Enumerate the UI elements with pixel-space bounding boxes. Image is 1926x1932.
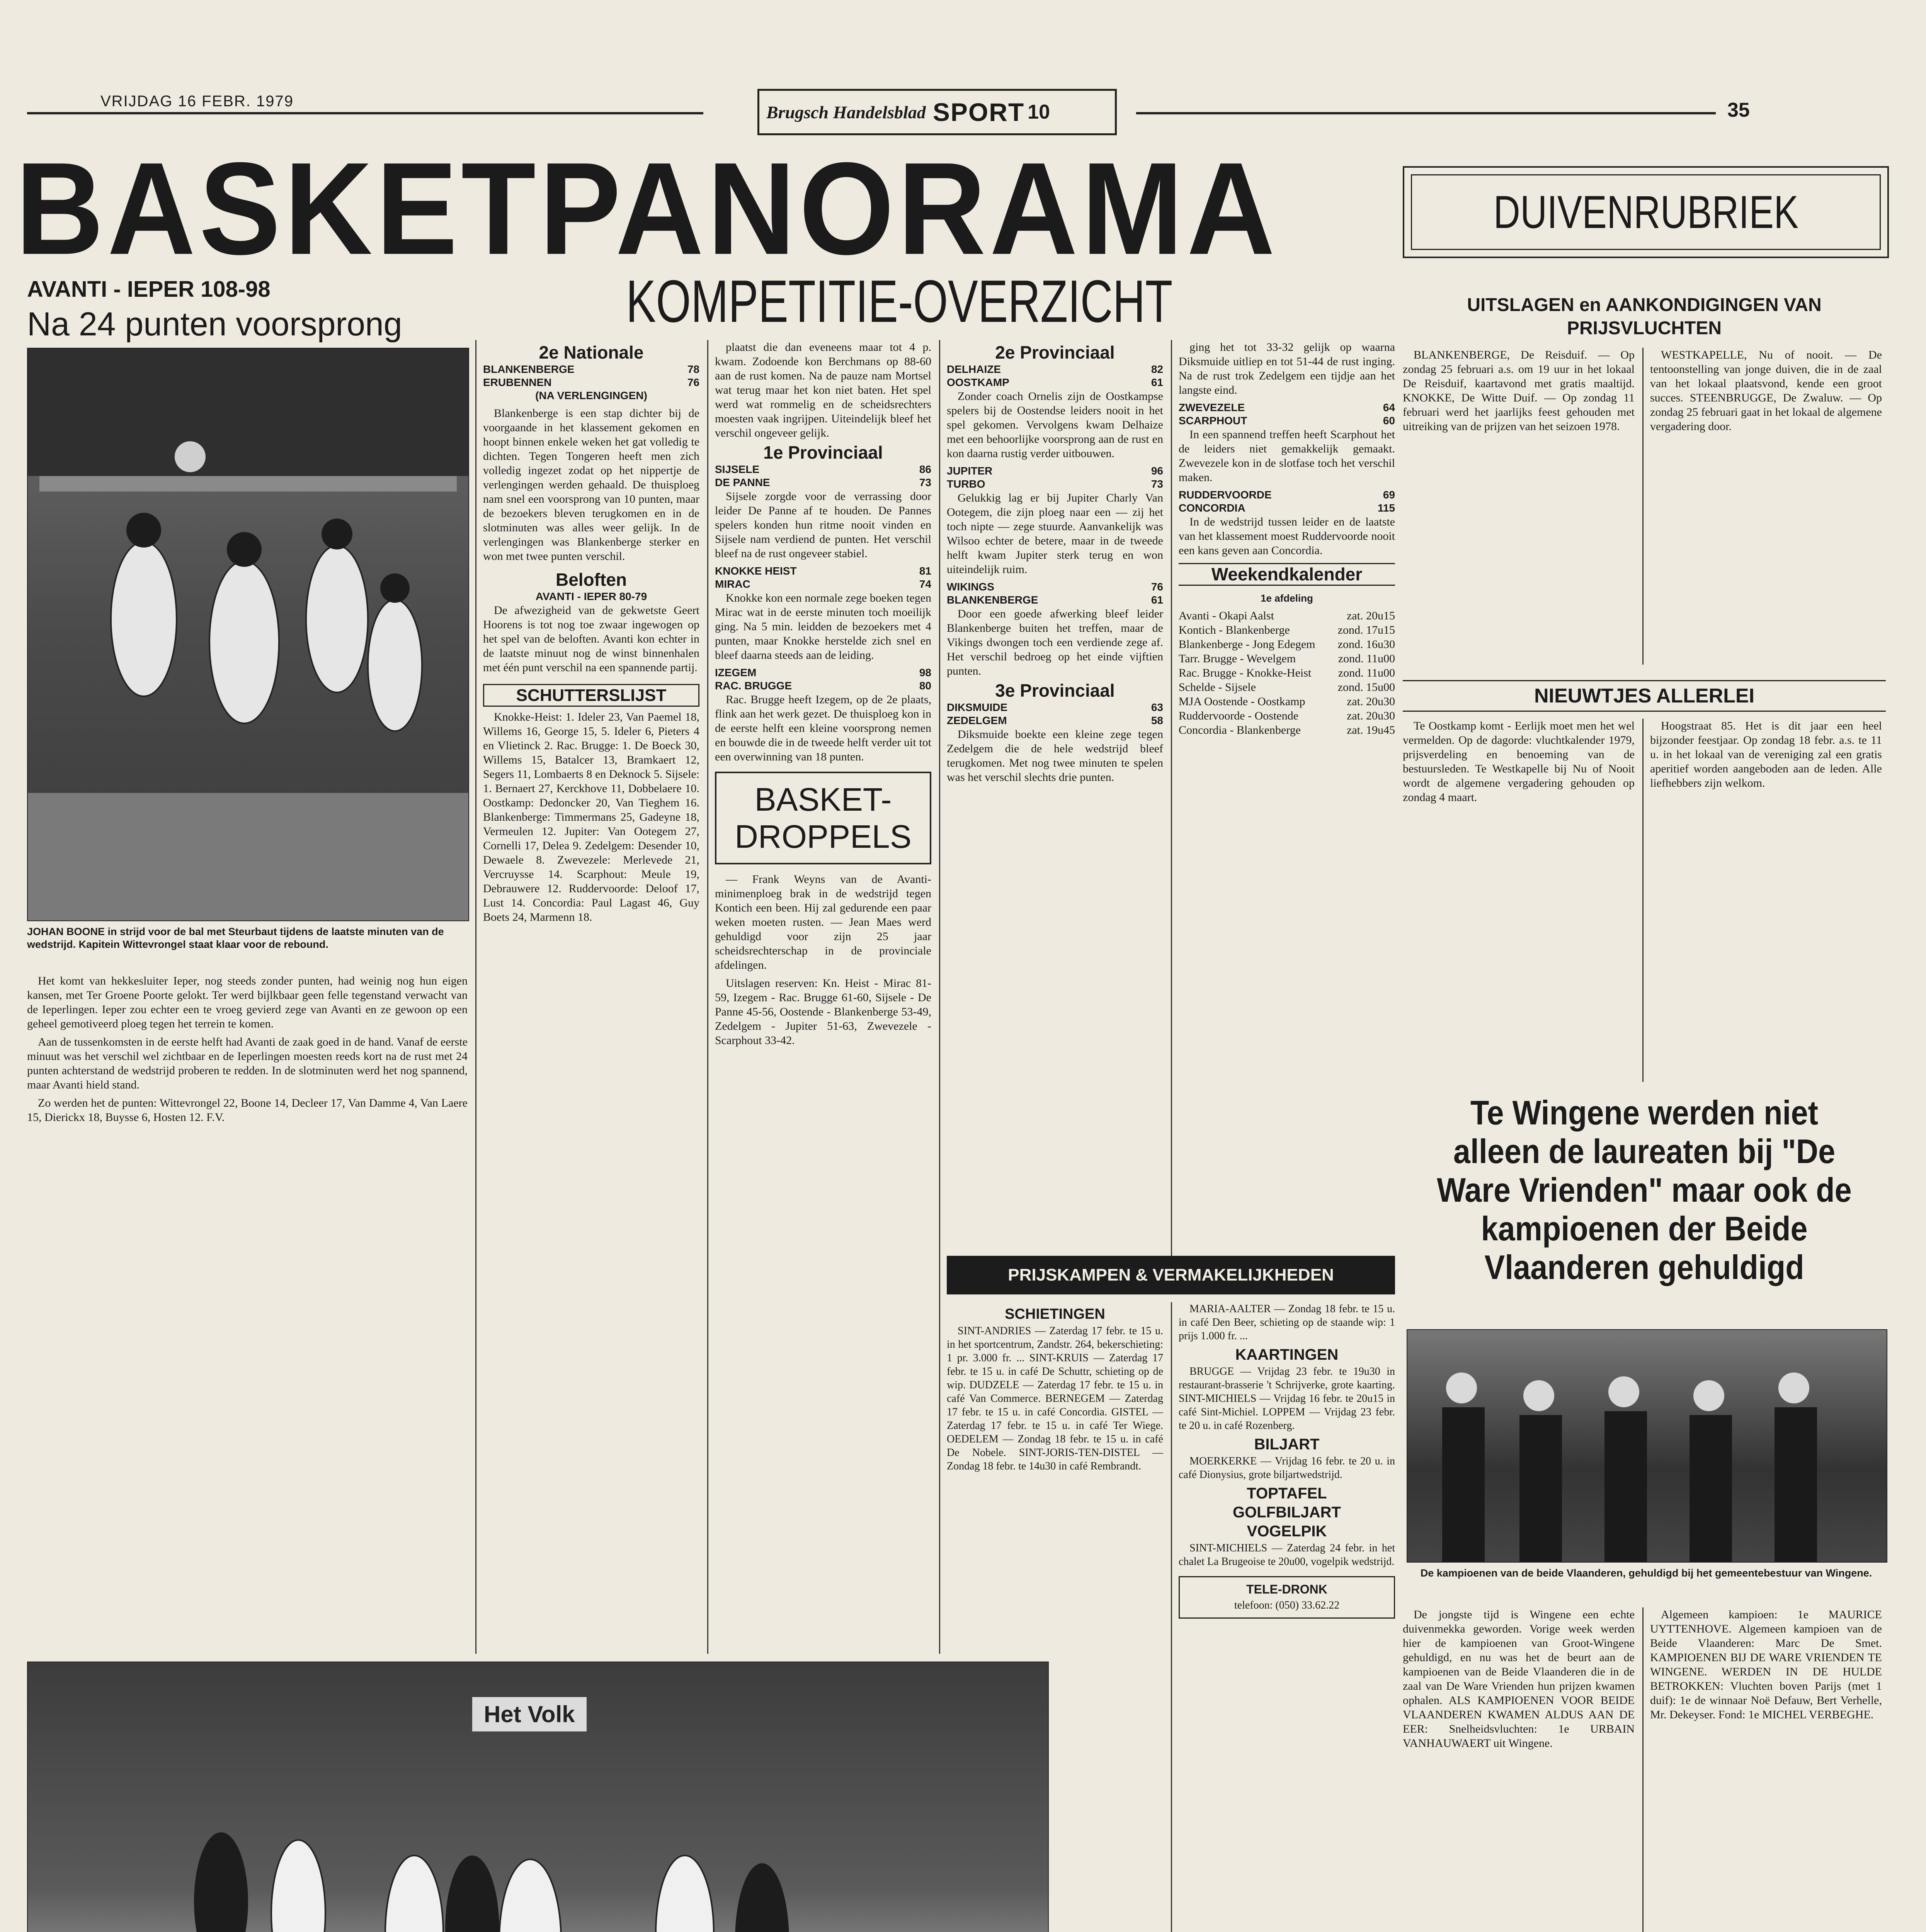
weekend-match: Rac. Brugge - Knokke-Heist: [1179, 667, 1312, 679]
prov1-text: Sijsele zorgde voor de verrassing door leider De Panne af te houden. De Pannes spelers konden hun ritme nooit vinden en Sijsele nam verdiend de punten. Het verschil bleef na de rust ongeveer stabiel.: [715, 490, 931, 560]
nat2-score-3: [483, 389, 699, 402]
prijskampen-right: [1179, 1302, 1395, 1932]
duiven-left-text: BLANKENBERGE, De Reisduif. — Op zondag 25 februari a.s. om 19 uur in het lokaal De Reisduif, kaartavond met gratis maaltijd. KNOKKE, De Witte Duif. — Op zondag 11 februari werd het jaarlijks feest gehouden met uitreiking van de prijzen van het seizoen 1978.: [1403, 349, 1635, 433]
column-rule-6: [1642, 348, 1644, 665]
weekend-match: Kontich - Blankenberge: [1179, 624, 1290, 636]
nieuwtjes-title: NIEUWTJES ALLERLEI: [1403, 680, 1886, 712]
jupiter-score-1: [947, 464, 1163, 478]
prov2-team-1: DELHAIZE: [947, 363, 1001, 375]
prov3-points-2: 58: [1151, 714, 1163, 726]
biljart-text: MOERKERKE — Vrijdag 16 febr. te 20 u. in café Dionysius, grote biljartwedstrijd.: [1179, 1455, 1395, 1481]
prov1-score-2: [715, 476, 931, 489]
photo-2-illustration: [28, 1662, 1048, 1932]
nieuwtjes-right-text: Hoogstraat 85. Het is dit jaar een heel bijzonder feestjaar. Op zondag 18 febr. a.s. te 11 u. in het lokaal van de vereniging zal een gratis aperitief worden aangeboden aan de leden. Alle liefhebbers zijn welkom.: [1650, 719, 1882, 789]
rudder-points-1: 69: [1383, 489, 1395, 501]
column-rule-2: [707, 340, 708, 1654]
knokke-score-2: [715, 578, 931, 591]
column-rule-7: [1642, 719, 1644, 1082]
jupiter-team-1: JUPITER: [947, 465, 993, 477]
prijskampen-banner: PRIJSKAMPEN & VERMAKELIJKHEDEN: [947, 1256, 1395, 1294]
section-page: 10: [1028, 101, 1050, 123]
wikings-points-1: 76: [1151, 581, 1163, 593]
weekend-time: zond. 16u30: [1337, 638, 1395, 651]
paper-name: Brugsch Handelsblad: [766, 102, 926, 122]
weekend-time: zond. 17u15: [1337, 624, 1395, 636]
vogelpik-text: SINT-MICHIELS — Zaterdag 24 febr. in het chalet La Brugeoise te 20u00, vogelpik wedstrijd.: [1179, 1542, 1395, 1568]
prov1-title: 1e Provinciaal: [763, 442, 883, 463]
knokke-points-2: 74: [919, 578, 931, 590]
weekend-row: [1179, 680, 1395, 694]
prov2-points-2: 61: [1151, 376, 1163, 388]
wikings-score-1: [947, 580, 1163, 594]
pigeon-photo-1: [1407, 1329, 1887, 1563]
prov2-text: Zonder coach Ornelis zijn de Oostkampse spelers bij de Oostendse leiders nooit in het spel gekomen. Vervolgens kwam Delhaize met een behoorlijke voorsprong aan de rust en kon daarna rustig verder uitbouwen.: [947, 390, 1163, 460]
weekend-row: [1179, 723, 1395, 737]
droppels-text: — Frank Weyns van de Avanti-minimenploeg brak in de wedstrijd tegen Kontich een been. Hij zal gedurende een paar weken moeten rusten. — Jean Maes werd gehuldigd voor zijn 25 jaar scheidsrechterschap in de provinciale afdelingen.: [715, 873, 931, 971]
schieting-title: SCHIETINGEN: [1005, 1306, 1105, 1322]
rudder-text: In de wedstrijd tussen leider en de laatste van het klassement moest Ruddervoorde nooit een kans geven aan Concordia.: [1179, 515, 1395, 557]
jupiter-text: Gelukkig lag er bij Jupiter Charly Van Ootegem, die zijn ploeg naar een — zij het toch nipte — zege stuurde. Aanvankelijk was Wilsoo echter de betere, maar in de tweede helft kwam Jupiter sterk terug en won uiteindelijk ruim.: [947, 492, 1163, 576]
basketball-photo-1: [27, 348, 469, 921]
lead-article: [27, 974, 468, 1646]
rudder-team-1: RUDDERVOORDE: [1179, 489, 1272, 501]
schutters-text: Knokke-Heist: 1. Ideler 23, Van Paemel 18, Willems 16, George 15, 5. Ideler 6, Pieters 4 en Vlietinck 2. Rac. Brugge: 1. De Boeck 30, Willems 15, Batalcer 13, Bramkaert 12, Segers 11, Lombaerts 8 en Deknock 5. Sijsele: 1. Bernaert 27, Kerckhove 11, Dobbelaere 10. Oostkamp: Dedoncker 20, Van Tieghem 16. Blankenberge: Timmermans 25, Gadeyne 18, Vermeulen 12. Jupiter: Van Ootegem 27, Cornelli 17, Delea 9. Zedelgem: Desender 10, Dewaele 8. Zwevezele: Merlevede 21, Vercruysse 14. Scarphout: Meule 19, Debrauwere 12. Ruddervoorde: Deloof 17, Lust 14. Concordia: Paul Lagast 46, Guy Boets 24, Marmenn 18.: [483, 711, 699, 923]
prov1-column: [715, 340, 931, 1654]
column-rule-8: [1642, 1607, 1644, 1932]
weekend-time: zat. 20u15: [1347, 609, 1395, 622]
column-rule-5: [1171, 1302, 1172, 1932]
prov2-right-text: ging het tot 33-32 gelijk op waarna Diksmuide uitliep en tot 51-44 de rust inging. Na de rust trok Zedelgem een tijdje aan het langste eind.: [1179, 341, 1395, 396]
basket-subtitle: KOMPETITIE-OVERZICHT: [626, 268, 1173, 335]
prov3-title: 3e Provinciaal: [995, 680, 1115, 701]
nieuwtjes-left: [1403, 719, 1635, 1082]
vogelpik-title: VOGELPIK: [1247, 1523, 1327, 1540]
nat2-column: [483, 340, 699, 1654]
prov3-points-1: 63: [1151, 701, 1163, 713]
prov2-score-2: [947, 376, 1163, 389]
photo-2-banner: Het Volk: [472, 1697, 587, 1731]
rudder-team-2: CONCORDIA: [1179, 502, 1245, 514]
weekend-time: zond. 15u00: [1337, 681, 1395, 694]
wingene-left: [1403, 1607, 1635, 1932]
prijskampen-left: [947, 1302, 1163, 1932]
weekend-row: [1179, 609, 1395, 623]
schieting-text: SINT-ANDRIES — Zaterdag 17 febr. te 15 u. in het sportcentrum, Zandstr. 264, bekerschieting: 1 pr. 3.000 fr. ... SINT-KRUIS — Zaterdag 17 febr. te 15 u. in café De Schuttr, schieting op de wip. DUDZELE — Zaterdag 17 febr. te 15 u. in café Van Commerce. BERNEGEM — Zaterdag 17 febr. te 15 u. in café Concordia. GISTEL — Zaterdag 17 febr. te 15 u. in café Ter Wiege. OEDELEM — Zondag 18 febr. te 15 u. in café De Nobele. SINT-JORIS-TEN-DISTEL — Zondag 18 febr. te 14u30 in café Rembrandt.: [947, 1325, 1163, 1472]
teledronk-phone: telefoon: (050) 33.62.22: [1234, 1599, 1340, 1611]
zwevezele-score-1: [1179, 401, 1395, 414]
zwevezele-team-1: ZWEVEZELE: [1179, 401, 1245, 413]
match-result: AVANTI - IEPER 108-98: [27, 277, 271, 302]
photo-3-caption: De kampioenen van de beide Vlaanderen, gehuldigd bij het gemeentebestuur van Wingene.: [1420, 1567, 1872, 1579]
nieuwtjes-right: [1650, 719, 1882, 1082]
mid-text-top: plaatst die dan eveneens maar tot 4 p. kwam. Zodoende kon Berchmans op 88-60 aan de rust komen. Na de pauze nam Mortsel wat terug maar het kon niet baten. Het spel werd wat rommelig en de scheidsrechters moesten vaak ingrijpen. Uiteindelijk bleef het verschil ongeveer gelijk.: [715, 341, 931, 439]
duiven-subtitle: UITSLAGEN en AANKONDIGINGEN VAN PRIJSVLUCHTEN: [1467, 295, 1822, 338]
wikings-points-2: 61: [1151, 594, 1163, 606]
basket-title: BASKETPANORAMA: [15, 135, 1279, 282]
knokke-team-2: MIRAC: [715, 578, 750, 590]
weekend-match: Blankenberge - Jong Edegem: [1179, 638, 1315, 651]
prov2-points-1: 82: [1151, 363, 1163, 375]
weekend-match: Avanti - Okapi Aalst: [1179, 609, 1274, 622]
toptafel-title: TOPTAFEL: [1247, 1485, 1327, 1502]
nat2-text: Blankenberge is een stap dichter bij de voorgaande in het klassement gekomen en hoopt binnen enkele weken het gat volledig te dichten. Tegen Tongeren heeft men zich volledig ingezet zodat op het nippertje de verlengingen werden gehaald. De thuisploeg nam snel een voorsprong van 10 punten, maar de bezoekers bleven terugkomen en in de slotminuten was alles weer gelijk. In de verlengingen was Blankenberge sterker en won met twee punten verschil.: [483, 407, 699, 563]
column-rule-4: [1171, 340, 1172, 1267]
prov1-points-2: 73: [919, 476, 931, 488]
zwevezele-points-2: 60: [1383, 415, 1395, 427]
prov1-team-2: DE PANNE: [715, 476, 770, 488]
prov3-score-1: [947, 701, 1163, 714]
masthead-rule-left: [27, 112, 703, 114]
duiven-right-text: WESTKAPELLE, Nu of nooit. — De tentoonstelling van jonge duiven, die in de zaal van het lokaal plaatsvond, kende een groot succes. STEENBRUGGE, De Zwaluw. — Op zondag 25 februari gaat in het lokaal de algemene vergadering door.: [1650, 349, 1882, 433]
prov1-team-1: SIJSELE: [715, 463, 760, 475]
zwevezele-score-2: [1179, 414, 1395, 427]
weekend-match: Schelde - Sijsele: [1179, 681, 1256, 694]
droppels-title: BASKET- DROPPELS: [715, 772, 931, 864]
prov3-team-2: ZEDELGEM: [947, 714, 1007, 726]
weekend-match: Concordia - Blankenberge: [1179, 724, 1301, 736]
wingene-headline: Te Wingene werden niet alleen de laureaten bij "De Ware Vrienden" maar ook de kampioenen der Beide Vlaanderen gehuldigd: [1437, 1094, 1852, 1286]
izegem-score-2: [715, 679, 931, 692]
nat2-overtime-note: (NA VERLENGINGEN): [535, 389, 647, 401]
kaartingen-text: BRUGGE — Vrijdag 23 febr. te 19u30 in restaurant-brasserie 't Schrijverke, grote kaarting. SINT-MICHIELS — Vrijdag 16 febr. te 20u15 in café Sint-Michiel. LOPPEM — Vrijdag 23 febr. te 20 u. in café Rozenberg.: [1179, 1366, 1395, 1432]
izegem-team-2: RAC. BRUGGE: [715, 680, 792, 692]
weekend-time: zat. 19u45: [1347, 724, 1395, 736]
lead-paragraph-1: Het komt van hekkesluiter Ieper, nog steeds zonder punten, had weinig nog hun eigen kansen, met Ter Groene Poorte gelokt. Ter werd bijlkbaar geen felle tegenstand verwacht van de Ieperlingen. Ieper zou echter een te vroeg gevierd zege van Avanti en ze gewoon op een geheel gemotiveerd ploeg tegen het terrein te komen.: [27, 975, 468, 1030]
schutters-title: SCHUTTERSLIJST: [483, 684, 699, 707]
jupiter-score-2: [947, 478, 1163, 491]
nieuwtjes-left-text: Te Oostkamp komt - Eerlijk moet men het wel vermelden. Op de dagorde: vluchtkalender 1979, prijsverdeling en benoeming van de bestuursleden. Te Westkapelle bij Nu of Nooit wordt de algemene vergadering gehouden op zondag 4 maart.: [1403, 719, 1635, 804]
duiven-title: DUIVENRUBRIEK: [1493, 186, 1798, 238]
uitslagen-text: Uitslagen reserven: Kn. Heist - Mirac 81-59, Izegem - Rac. Brugge 61-60, Sijsele - De Panne 45-56, Oostende - Blankenberge 53-49, Zedelgem - Jupiter 51-63, Zwevezele - Scarphout 33-42.: [715, 977, 931, 1047]
prov2-score-1: [947, 363, 1163, 376]
jupiter-points-1: 96: [1151, 465, 1163, 477]
prov3-text: Diksmuide boekte een kleine zege tegen Zedelgem die de hele wedstrijd bleef terugkomen. Met nog twee minuten te spelen was het verschil slechts drie punten.: [947, 728, 1163, 784]
weekend-time: zat. 20u30: [1347, 709, 1395, 722]
weekend-row: [1179, 651, 1395, 666]
weekend-row: [1179, 666, 1395, 680]
weekend-subtitle: 1e afdeling: [1261, 592, 1313, 604]
weekend-row: [1179, 694, 1395, 709]
wingene-right: [1650, 1607, 1882, 1932]
zwevezele-points-1: 64: [1383, 401, 1395, 413]
column-rule-3: [939, 340, 940, 1654]
zwevezele-team-2: SCARPHOUT: [1179, 415, 1247, 427]
knokke-points-1: 81: [919, 565, 931, 577]
jupiter-team-2: TURBO: [947, 478, 985, 490]
masthead-rule-right: [1136, 112, 1716, 114]
issue-date: VRIJDAG 16 FEBR. 1979: [100, 93, 294, 110]
weekend-match: Tarr. Brugge - Wevelgem: [1179, 652, 1296, 665]
weekend-time: zond. 11u00: [1338, 652, 1395, 665]
golfbiljart-title: GOLFBILJART: [1233, 1504, 1341, 1521]
beloften-score: AVANTI - IEPER 80-79: [535, 590, 647, 602]
prov2-right-column: [1179, 340, 1395, 1267]
prov3-score-2: [947, 714, 1163, 727]
page-number: 35: [1727, 99, 1750, 121]
jupiter-points-2: 73: [1151, 478, 1163, 490]
wikings-text: Door een goede afwerking bleef leider Blankenberge buiten het treffen, maar de Vikings dwongen toch een verdiende zege af. Het verschil bedroeg op het einde vijftien punten.: [947, 607, 1163, 677]
prov1-score-1: [715, 463, 931, 476]
wikings-team-2: BLANKENBERGE: [947, 594, 1038, 606]
prov1-points-1: 86: [919, 463, 931, 475]
lead-paragraph-3: Zo werden het de punten: Wittevrongel 22, Boone 14, Decleer 17, Van Damme 4, Van Laere 15, Dierickx 18, Buysse 6, Hosten 12. F.V.: [27, 1097, 468, 1124]
prov2-team-2: OOSTKAMP: [947, 376, 1009, 388]
izegem-points-1: 98: [919, 667, 931, 679]
nat2-team-1: BLANKENBERGE: [483, 363, 575, 375]
duiven-title-box: [1403, 166, 1889, 258]
nat2-score-2: [483, 376, 699, 389]
photo-1-caption: JOHAN BOONE in strijd voor de bal met Steurbaut tijdens de laatste minuten van de wedstrijd. Kapitein Wittevrongel staat klaar voor de rebound.: [27, 926, 444, 950]
kaartingen-title: KAARTINGEN: [1235, 1346, 1339, 1363]
wingene-right-text: Algemeen kampioen: 1e MAURICE UYTTENHOVE. Algemeen kampioen van de Beide Vlaanderen: Marc De Smet. KAMPIOENEN BIJ DE WARE VRIENDEN TE WINGENE. WERDEN IN DE HULDE BETROKKEN: Vluchten boven Parijs (met 1 duif): 1e de winnaar Noë Defauw, Bert Verhelle, Mr. Dekeyser. Fond: 1e MICHEL VERBEGHE.: [1650, 1608, 1882, 1721]
knokke-team-1: KNOKKE HEIST: [715, 565, 797, 577]
izegem-text: Rac. Brugge heeft Izegem, op de 2e plaats, flink aan het werk gezet. De thuisploeg kon in de eerste helft een kleine voorsprong nemen en bouwde die in de tweede helft verder uit tot een overwinning van 18 punten.: [715, 693, 931, 763]
weekend-title: Weekendkalender: [1179, 563, 1395, 586]
duiven-title-inner: [1411, 174, 1881, 250]
nat2-team-2: ERUBENNEN: [483, 376, 552, 388]
duiven-right: [1650, 348, 1882, 665]
weekend-row: [1179, 709, 1395, 723]
nat2-score-1: [483, 363, 699, 376]
knokke-text: Knokke kon een normale zege boeken tegen Mirac wat in de eerste minuten toch moeilijk ging. Na 5 min. leidden de bezoekers met 4 punten, maar Knokke herstelde zich snel en bleef daarna steeds aan de leiding.: [715, 592, 931, 662]
section-name: SPORT: [932, 98, 1025, 126]
nat2-title: 2e Nationale: [539, 342, 644, 362]
lead-headline: Na 24 punten voorsprong: [27, 306, 402, 343]
weekend-match: Ruddervoorde - Oostende: [1179, 709, 1298, 722]
nat2-points-2: 76: [687, 376, 699, 388]
rudder-score-1: [1179, 488, 1395, 502]
beloften-title: Beloften: [556, 570, 627, 590]
knokke-score-1: [715, 565, 931, 578]
basketball-photo-2: [27, 1662, 1049, 1932]
teledronk-box: [1179, 1576, 1395, 1619]
column-rule-1: [475, 340, 476, 1654]
photo-3-illustration: [1407, 1330, 1887, 1562]
zwevezele-text: In een spannend treffen heeft Scarphout het de leiders niet gemakkelijk gemaakt. Zwevezele kon in de slotfase toch het verschil maken.: [1179, 428, 1395, 484]
prijs-right-text: MARIA-AALTER — Zondag 18 febr. te 15 u. in café Den Beer, schieting op de staande wip: 1 prijs 1.000 fr. ...: [1179, 1303, 1395, 1342]
beloften-text: De afwezigheid van de gekwetste Geert Hoorens is tot nog toe zwaar ingewogen op het spel van de beloften. Avanti kon echter in de laatste minuut nog de winst binnenhalen met één punt verschil na een spannende partij.: [483, 604, 699, 674]
photo-1-illustration: [28, 349, 468, 920]
weekend-time: zond. 11u00: [1338, 667, 1395, 679]
wikings-score-2: [947, 594, 1163, 607]
teledronk-title: TELE-DRONK: [1246, 1582, 1327, 1596]
weekend-time: zat. 20u30: [1347, 695, 1395, 708]
prov2-title: 2e Provinciaal: [995, 342, 1115, 362]
nat2-points-1: 78: [687, 363, 699, 375]
rudder-points-2: 115: [1377, 502, 1395, 514]
duiven-left: [1403, 348, 1635, 665]
paper-logo-box: [757, 89, 1117, 135]
prov3-team-1: DIKSMUIDE: [947, 701, 1008, 713]
izegem-points-2: 80: [919, 680, 931, 692]
lead-paragraph-2: Aan de tussenkomsten in de eerste helft had Avanti de zaak goed in de hand. Vanaf de eerste minuut was het verschil wel zichtbaar en de Ieperlingen moesten reeds kort na de rust met 24 punten achterstand de wedstrijd proberen te redden. In de slotminuten werd het nog spannend, maar Avanti hield stand.: [27, 1036, 468, 1091]
izegem-team-1: IZEGEM: [715, 667, 757, 679]
biljart-title: BILJART: [1254, 1436, 1320, 1453]
wikings-team-1: WIKINGS: [947, 581, 994, 593]
izegem-score-1: [715, 666, 931, 679]
rudder-score-2: [1179, 502, 1395, 515]
weekend-row: [1179, 623, 1395, 637]
weekend-match: MJA Oostende - Oostkamp: [1179, 695, 1305, 708]
wingene-left-text: De jongste tijd is Wingene een echte duivenmekka geworden. Vorige week werden hier de kampioenen van Groot-Wingene gehuldigd, en nu was het de beurt aan de kampioenen van de Beide Vlaanderen die in de zaal van De Ware Vrienden hun prijzen kwamen ophalen. ALS KAMPIOENEN VOOR BEIDE VLAANDEREN KWAMEN ALDUS AAN DE EER: Snelheidsvluchten: 1e URBAIN VANHAUWAERT uit Wingene.: [1403, 1608, 1635, 1750]
prov2-column: [947, 340, 1163, 1267]
weekend-row: [1179, 637, 1395, 651]
